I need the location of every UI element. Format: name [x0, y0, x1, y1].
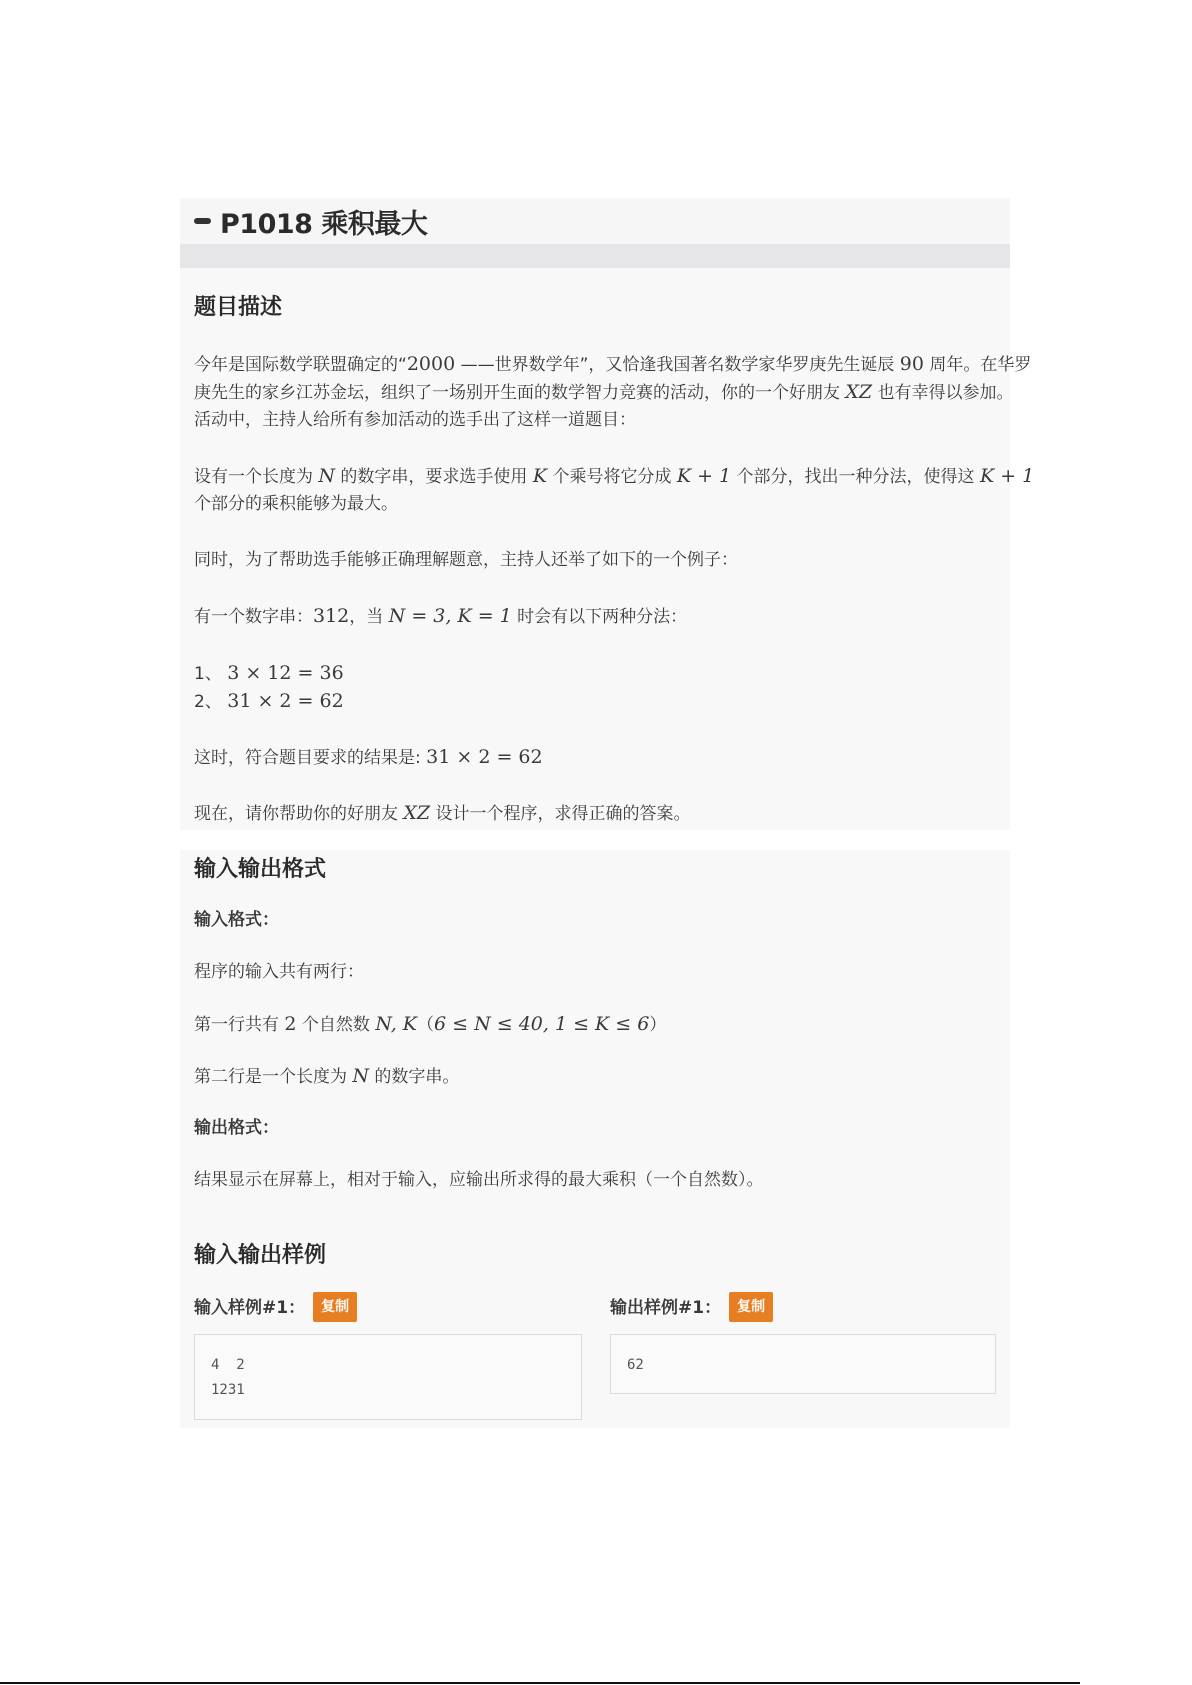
problem-title: P1018 乘积最大 [220, 209, 428, 240]
example-line: 有一个数字串：312，当 N = 3, K = 1 时会有以下两种分法： [194, 605, 688, 627]
description-line: 活动中，主持人给所有参加活动的选手出了这样一道题目： [194, 410, 636, 430]
result-line: 这时，符合题目要求的结果是: 31 × 2 = 62 [194, 746, 543, 768]
section-heading-io-format: 输入输出格式 [194, 857, 327, 882]
sample-input-box[interactable] [194, 1334, 582, 1420]
sample-output-label-row: 输出样例#1： 复制 [610, 1292, 773, 1322]
io-format-card [180, 850, 1010, 1428]
copy-output-button[interactable]: 复制 [729, 1292, 773, 1322]
title-divider [180, 244, 1010, 268]
copy-input-button[interactable]: 复制 [313, 1292, 357, 1322]
input-format-line: 程序的输入共有两行： [194, 962, 364, 982]
sample-input-label-row: 输入样例#1： 复制 [194, 1292, 357, 1322]
description-line: 庚先生的家乡江苏金坛，组织了一场别开生面的数学智力竞赛的活动，你的一个好朋友 XZ 也有幸得以参加。 [194, 381, 1014, 403]
output-format-line: 结果显示在屏幕上，相对于输入，应输出所求得的最大乘积（一个自然数）。 [194, 1170, 764, 1190]
description-line: 个部分的乘积能够为最大。 [194, 494, 398, 514]
description-line: 现在，请你帮助你的好朋友 XZ 设计一个程序，求得正确的答案。 [194, 802, 691, 824]
sample-input-code: 4 2 1231 [211, 1357, 245, 1398]
description-line: 设有一个长度为 N 的数字串，要求选手使用 K 个乘号将它分成 K + 1 个部分，找出一种分法，使得这 K + 1 [194, 465, 1035, 487]
section-heading-samples: 输入输出样例 [194, 1243, 327, 1268]
description-line: 今年是国际数学联盟确定的“2000 ——世界数学年”，又恰逢我国著名数学家华罗庚先生诞辰 90 周年。在华罗 [194, 353, 1032, 375]
input-format-label: 输入格式： [194, 910, 279, 930]
input-format-line: 第二行是一个长度为 N 的数字串。 [194, 1065, 460, 1087]
page-bottom-rule [0, 1682, 1080, 1684]
problem-title-bar [180, 198, 1010, 244]
input-format-line: 第一行共有 2 个自然数 N, K（6 ≤ N ≤ 40, 1 ≤ K ≤ 6） [194, 1013, 667, 1035]
sample-output-box[interactable] [610, 1334, 996, 1394]
section-heading-description: 题目描述 [194, 295, 283, 320]
sample-output-code: 62 [627, 1357, 644, 1373]
example-list-item: 2、 31 × 2 = 62 [194, 690, 344, 712]
problem-description-card [180, 198, 1035, 830]
example-list-item: 1、 3 × 12 = 36 [194, 662, 344, 684]
collapse-icon[interactable] [194, 218, 211, 224]
description-line: 同时，为了帮助选手能够正确理解题意，主持人还举了如下的一个例子： [194, 550, 738, 570]
output-format-label: 输出格式： [194, 1118, 279, 1138]
